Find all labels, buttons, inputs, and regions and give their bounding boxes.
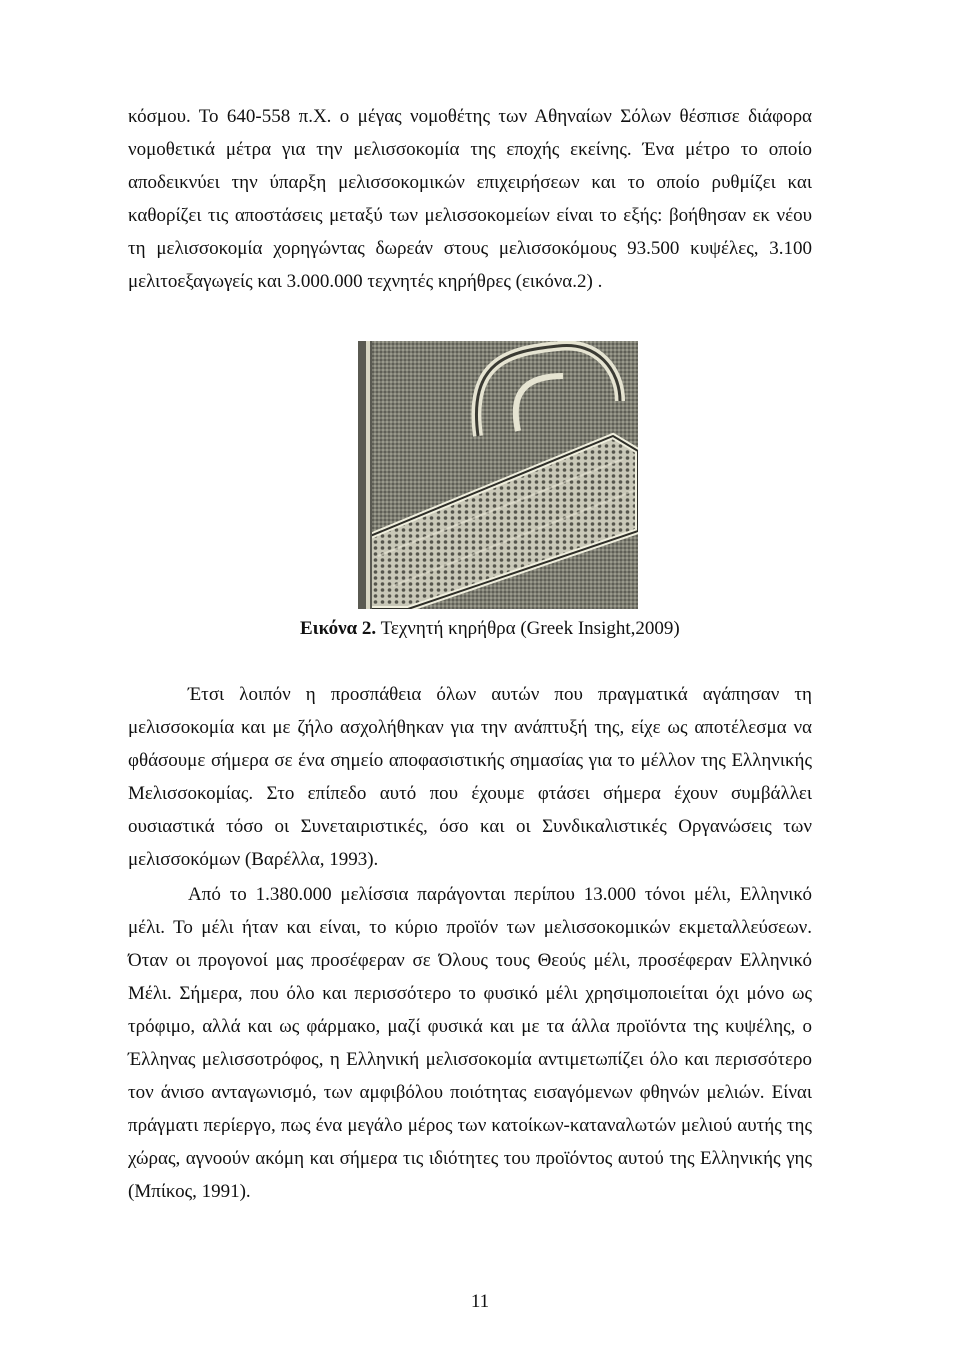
figure-artificial-honeycomb-image <box>358 341 638 609</box>
figure-caption <box>300 615 800 643</box>
paragraph-3: Από το 1.380.000 μελίσσια παράγονται περίπου 13.000 τόνοι μέλι, Ελληνικό μέλι. Το μέλι ήταν και είναι, το κύριο προϊόν των μελισσοκομικών εκμεταλλεύσεων. Όταν οι προγονοί μας προσέφεραν σε Όλους τους Θεούς μέλι, προσέφεραν Ελληνικό Μέλι. Σήμερα, που όλο και περισσότερο το φυσικό μέλι χρησιμοποιείται όχι μόνο ως τρόφιμο, αλλά και ως φάρμακο, μαζί φυσικά και με τα άλλα προϊόντα της κυψέλης, ο Έλληνας μελισσοτρόφος, η Ελληνική μελισσοκομία αντιμετωπίζει όλο και περισσότερο τον άνισο ανταγωνισμό, των αμφιβόλου ποιότητας εισαγόμενων φθηνών μελιών. Είναι πράγματι περίεργο, πως ένα μεγάλο μέρος των κατοίκων-καταναλωτών μελιού αυτής της χώρας, αγνοούν ακόμη και σήμερα τις ιδιότητες του προϊόντος αυτού της Ελληνικής γης (Μπίκος, 1991). <box>128 884 812 1202</box>
page-number: 11 <box>470 1291 490 1312</box>
caption-text: Τεχνητή κηρήθρα (Greek Insight,2009) <box>376 618 680 639</box>
paragraph-1: κόσμου. Το 640-558 π.Χ. ο μέγας νομοθέτης των Αθηναίων Σόλων θέσπισε διάφορα νομοθετικά μέτρα για την μελισσοκομία της εποχής εκείνης. Ένα μέτρο το οποίο αποδεικνύει την ύπαρξη μελισσοκομικών επιχειρήσεων και το οποίο ρυθμίζει και καθορίζει τις αποστάσεις μεταξύ των μελισσοκομείων είναι το εξής: βοήθησαν εκ νέου τη μελισσοκομία χορηγώντας δωρεάν στους μελισσοκόμους 93.500 κυψέλες, 3.100 μελιτοεξαγωγείς και 3.000.000 τεχνητές κηρήθρες (εικόνα.2) . <box>128 106 812 292</box>
caption-label: Εικόνα 2. <box>300 618 377 639</box>
paragraph-2: Έτσι λοιπόν η προσπάθεια όλων αυτών που πραγματικά αγάπησαν τη μελισσοκομία και με ζήλο ασχολήθηκαν για την ανάπτυξή της, είχε ως αποτέλεσμα να φθάσουμε σήμερα σε ένα σημείο αποφασιστικής σημασίας για το μέλλον της Ελληνικής Μελισσοκομίας. Στο επίπεδο αυτό που έχουμε φτάσει σήμερα έχουν συμβάλλει ουσιαστικά τόσο οι Συνεταιριστικές, όσο και οι Συνδικαλιστικές Οργανώσεις των μελισσοκόμων (Βαρέλλα, 1993). <box>128 684 812 870</box>
